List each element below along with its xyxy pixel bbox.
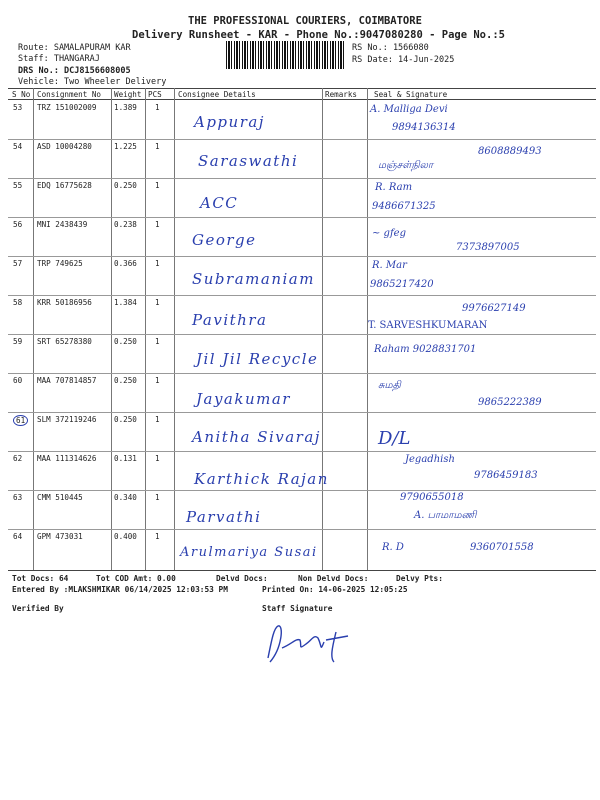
col-remarks: Remarks	[325, 90, 358, 99]
row-consignment: MNI 2438439	[37, 220, 88, 229]
row-weight: 0.238	[114, 220, 137, 229]
row-signature: 9976627149	[462, 303, 526, 314]
row-consignment: KRR 50186956	[37, 298, 92, 307]
row-divider	[8, 295, 596, 296]
row-name: T. SARVESHKUMARAN	[368, 320, 488, 331]
row-weight: 0.250	[114, 181, 137, 190]
row-consignment: MAA 707814857	[37, 376, 97, 385]
row-phone: 9486671325	[372, 201, 436, 212]
row-pcs: 1	[155, 142, 160, 151]
row-phone: 7373897005	[456, 242, 520, 253]
rs-number: RS No.: 1566080	[352, 43, 429, 53]
row-divider	[8, 256, 596, 257]
row-divider	[8, 178, 596, 179]
row-sno: 61	[13, 415, 28, 426]
col-pcs: PCS	[148, 90, 162, 99]
row-sno: 62	[13, 454, 23, 463]
vline	[145, 88, 146, 570]
row-pcs: 1	[155, 220, 160, 229]
row-signature: R. D	[382, 542, 404, 553]
row-pcs: 1	[155, 103, 160, 112]
row-consignment: SRT 65278380	[37, 337, 92, 346]
staff-signature-label: Staff Signature	[262, 604, 333, 613]
row-pcs: 1	[155, 337, 160, 346]
row-sno: 59	[13, 337, 23, 346]
row-weight: 1.389	[114, 103, 137, 112]
row-consignee: Arulmariya Susai	[180, 545, 318, 560]
row-consignee: Parvathi	[186, 508, 262, 526]
row-sno: 58	[13, 298, 23, 307]
row-weight: 1.384	[114, 298, 137, 307]
row-divider	[8, 373, 596, 374]
rs-date: RS Date: 14-Jun-2025	[352, 55, 455, 65]
row-pcs: 1	[155, 454, 160, 463]
total-cod: Tot COD Amt: 0.00	[96, 574, 176, 583]
vline	[174, 88, 175, 570]
row-consignment: TRZ 151002009	[37, 103, 97, 112]
row-consignment: EDQ 16775628	[37, 181, 92, 190]
row-divider	[8, 529, 596, 530]
row-signature: R. Ram	[375, 182, 413, 193]
row-pcs: 1	[155, 376, 160, 385]
row-phone: 9786459183	[474, 470, 538, 481]
table-bottom-rule	[8, 570, 596, 571]
row-sno: 56	[13, 220, 23, 229]
row-sno: 64	[13, 532, 23, 541]
row-signature: மஞ்சள்நிலா	[378, 160, 434, 171]
runsheet-title: Delivery Runsheet - KAR - Phone No.:9047080280 - Page No.:5	[132, 29, 505, 41]
row-pcs: 1	[155, 532, 160, 541]
row-phone: 8608889493	[478, 146, 542, 157]
row-phone: 9790655018	[400, 492, 464, 503]
row-consignment: CMM 510445	[37, 493, 83, 502]
col-consignee: Consignee Details	[178, 90, 256, 99]
row-weight: 0.366	[114, 259, 137, 268]
total-docs: Tot Docs: 64	[12, 574, 69, 583]
printed-on: Printed On: 14-06-2025 12:05:25	[262, 585, 408, 594]
row-phone: 9865222389	[478, 397, 542, 408]
vline	[111, 88, 112, 570]
table-top-rule	[8, 88, 596, 89]
verified-by: Verified By	[12, 604, 64, 613]
row-signature: Raham 9028831701	[374, 344, 477, 355]
row-consignment: ASD 10004280	[37, 142, 92, 151]
delivery-points: Delvy Pts:	[396, 574, 443, 583]
row-consignment: GPM 473031	[37, 532, 83, 541]
row-signature: ~ gfeg	[372, 228, 406, 239]
row-divider	[8, 490, 596, 491]
row-divider	[8, 334, 596, 335]
route: Route: SAMALAPURAM KAR	[18, 43, 131, 53]
row-phone: 9360701558	[470, 542, 534, 553]
row-divider	[8, 217, 596, 218]
vline	[33, 88, 34, 570]
row-consignee: Appuraj	[194, 113, 265, 131]
row-weight: 0.340	[114, 493, 137, 502]
col-sno: S No	[12, 90, 31, 99]
col-seal-signature: Seal & Signature	[374, 90, 448, 99]
row-signature: A. Malliga Devi	[370, 104, 448, 115]
row-consignee: Anitha Sivaraj	[192, 428, 321, 446]
row-divider	[8, 139, 596, 140]
row-consignee: Subramaniam	[192, 270, 315, 288]
row-sno: 54	[13, 142, 23, 151]
entered-by: Entered By :MLAKSHMIKAR 06/14/2025 12:03:53 PM	[12, 585, 228, 594]
row-consignee: Jil Jil Recycle	[196, 350, 319, 368]
row-sno: 53	[13, 103, 23, 112]
row-divider	[8, 451, 596, 452]
row-pcs: 1	[155, 493, 160, 502]
row-signature: A. பாமாமணி	[414, 510, 477, 521]
row-signature: சுமதி	[378, 380, 401, 391]
row-consignee: ACC	[200, 194, 239, 212]
row-pcs: 1	[155, 415, 160, 424]
row-divider	[8, 412, 596, 413]
row-weight: 1.225	[114, 142, 137, 151]
row-pcs: 1	[155, 181, 160, 190]
row-sno: 55	[13, 181, 23, 190]
row-signature: R. Mar	[372, 260, 407, 271]
row-weight: 0.250	[114, 337, 137, 346]
row-weight: 0.250	[114, 415, 137, 424]
vehicle: Vehicle: Two Wheeler Delivery	[18, 77, 167, 87]
row-pcs: 1	[155, 298, 160, 307]
row-consignment: TRP 749625	[37, 259, 83, 268]
row-phone: 9894136314	[392, 122, 456, 133]
row-consignee: Jayakumar	[196, 390, 291, 408]
row-sno: 60	[13, 376, 23, 385]
drs-number: DRS No.: DCJ8156608005	[18, 66, 131, 76]
row-consignee: George	[192, 231, 257, 249]
delivered-docs: Delvd Docs:	[216, 574, 268, 583]
row-consignee: Pavithra	[192, 311, 268, 329]
staff-signature	[262, 618, 372, 668]
row-phone: 9865217420	[370, 279, 434, 290]
col-consignment: Consignment No	[37, 90, 102, 99]
barcode	[226, 41, 344, 69]
row-weight: 0.250	[114, 376, 137, 385]
company-name: THE PROFESSIONAL COURIERS, COIMBATORE	[188, 15, 422, 27]
table-header-rule	[8, 99, 596, 100]
row-pcs: 1	[155, 259, 160, 268]
row-weight: 0.400	[114, 532, 137, 541]
row-weight: 0.131	[114, 454, 137, 463]
row-consignee: Karthick Rajan	[194, 470, 329, 488]
col-weight: Weight	[114, 90, 142, 99]
vline	[322, 88, 323, 570]
row-signature: Jegadhish	[405, 454, 455, 465]
row-sno: 57	[13, 259, 23, 268]
row-signature: D/L	[378, 428, 411, 449]
row-consignee: Saraswathi	[198, 152, 299, 170]
row-consignment: SLM 372119246	[37, 415, 97, 424]
non-delivered-docs: Non Delvd Docs:	[298, 574, 369, 583]
staff: Staff: THANGARAJ	[18, 54, 100, 64]
row-sno: 63	[13, 493, 23, 502]
row-consignment: MAA 111314626	[37, 454, 97, 463]
